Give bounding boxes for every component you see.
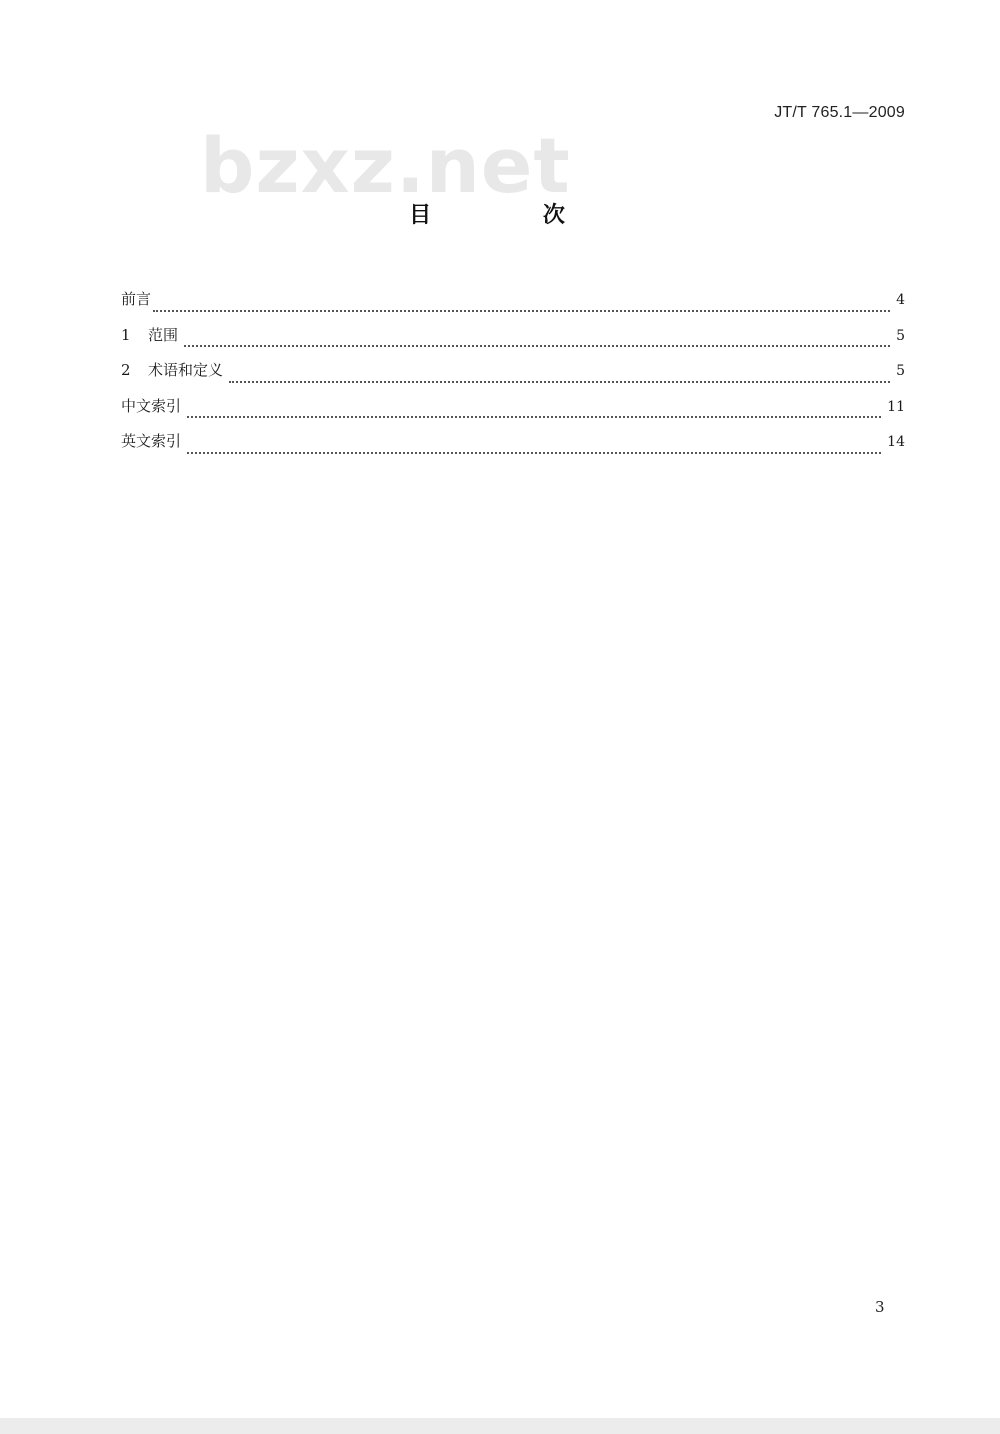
watermark: bzxz.net — [200, 121, 571, 210]
toc-entry-scope[interactable] — [121, 324, 905, 360]
table-of-contents — [121, 288, 905, 466]
toc-entry-page: 14 — [887, 434, 905, 450]
page-number: 3 — [875, 1298, 885, 1316]
toc-entry-terms[interactable] — [121, 359, 905, 395]
toc-entry-chinese-index[interactable] — [121, 395, 905, 431]
toc-entry-english-index[interactable] — [121, 430, 905, 466]
toc-entry-page: 11 — [887, 398, 905, 415]
toc-entry-label: 前言 — [121, 290, 152, 308]
toc-entry-number: 1 — [121, 325, 131, 344]
toc-leader-dots — [187, 416, 881, 418]
toc-leader-dots — [153, 310, 890, 312]
toc-leader-dots — [187, 452, 881, 454]
toc-entry-label: 范围 — [148, 325, 179, 344]
page-title: 目 次 — [409, 203, 617, 228]
toc-leader-dots — [229, 381, 890, 383]
document-code: JT/T 765.1—2009 — [774, 104, 905, 121]
toc-entry-label: 英文索引 — [121, 432, 182, 450]
toc-entry-label: 中文索引 — [121, 396, 182, 415]
viewer-bottom-strip — [0, 1418, 1000, 1434]
toc-entry-number: 2 — [121, 361, 131, 379]
toc-entry-page: 5 — [896, 327, 905, 344]
toc-entry-page: 5 — [896, 363, 905, 379]
toc-entry-preface[interactable] — [121, 288, 905, 324]
toc-leader-dots — [184, 345, 890, 347]
toc-entry-label: 术语和定义 — [148, 361, 224, 379]
toc-entry-page: 4 — [896, 292, 905, 308]
